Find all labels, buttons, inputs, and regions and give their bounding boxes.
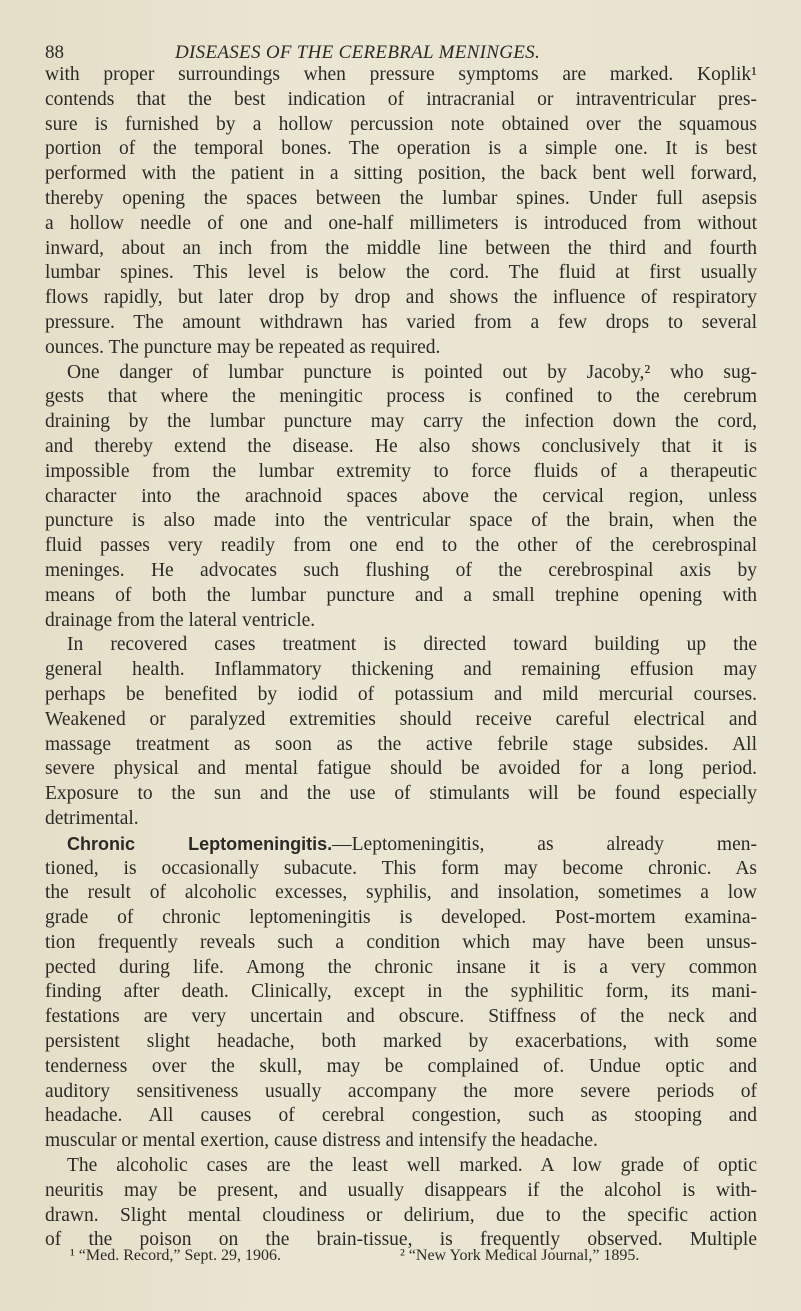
text-line: [45, 1129, 757, 1154]
line-text: flows rapidly, but later drop by drop and shows the influence of respiratory: [45, 287, 757, 309]
text-line: [45, 757, 757, 782]
text-line: [45, 857, 757, 882]
line-text: pected during life. Among the chronic insane it is a very common: [45, 956, 757, 978]
page-number: 88: [45, 42, 64, 63]
line-text: One danger of lumbar puncture is pointed out by Jacoby,² who sug-: [67, 361, 757, 383]
line-text: sure is furnished by a hollow percussion note obtained over the squamous: [45, 113, 757, 135]
running-title: DISEASES OF THE CEREBRAL MENINGES.: [175, 42, 541, 63]
text-line: [45, 410, 757, 435]
line-text: tenderness over the skull, may be complained of. Undue optic and: [45, 1055, 757, 1077]
text-line: [45, 385, 757, 410]
line-text: massage treatment as soon as the active febrile stage subsides. All: [45, 733, 757, 755]
text-line: [45, 1080, 757, 1105]
line-text: drawn. Slight mental cloudiness or delirium, due to the specific action: [45, 1204, 757, 1226]
text-line: [45, 1204, 757, 1229]
line-text: portion of the temporal bones. The operation is a simple one. It is best: [45, 138, 757, 160]
line-text: character into the arachnoid spaces above the cervical region, unless: [45, 485, 757, 507]
text-line: [45, 361, 757, 386]
text-line: [45, 261, 757, 286]
text-line: [45, 633, 757, 658]
line-text: headache. All causes of cerebral congestion, such as stooping and: [45, 1105, 757, 1127]
text-line: [45, 162, 757, 187]
line-text: contends that the best indication of intracranial or intraventricular pres-: [45, 88, 757, 110]
text-line: [45, 658, 757, 683]
line-text: general health. Inflammatory thickening and remaining effusion may: [45, 659, 757, 681]
text-line: [45, 237, 757, 262]
line-text: impossible from the lumbar extremity to force fluids of a therapeutic: [45, 460, 757, 482]
text-line: [45, 931, 757, 956]
text-line: [45, 1030, 757, 1055]
text-line: [45, 980, 757, 1005]
line-text: detrimental.: [45, 807, 139, 829]
text-line: [45, 485, 757, 510]
line-text: —Leptomeningitis, as already men-: [332, 833, 757, 855]
line-text: of the poison on the brain-tissue, is frequently observed. Multiple: [45, 1229, 757, 1251]
line-text: tion frequently reveals such a condition which may have been unsus-: [45, 931, 757, 953]
line-text: The alcoholic cases are the least well marked. A low grade of optic: [67, 1155, 757, 1177]
text-line: [45, 336, 757, 361]
line-text: gests that where the meningitic process is confined to the cerebrum: [45, 386, 757, 408]
line-text: puncture is also made into the ventricular space of the brain, when the: [45, 510, 757, 532]
text-line: [45, 584, 757, 609]
text-line: [45, 1005, 757, 1030]
line-text: pressure. The amount withdrawn has varied from a few drops to several: [45, 311, 757, 333]
line-text: inward, about an inch from the middle line between the third and fourth: [45, 237, 757, 259]
section-heading-line: [45, 832, 757, 858]
line-text: performed with the patient in a sitting position, the back bent well forward,: [45, 163, 757, 185]
line-text: festations are very uncertain and obscure. Stiffness of the neck and: [45, 1006, 757, 1028]
line-text: meninges. He advocates such flushing of the cerebrospinal axis by: [45, 559, 757, 581]
text-line: [45, 286, 757, 311]
section-heading: Chronic Leptomeningitis.: [67, 833, 333, 854]
line-text: grade of chronic leptomeningitis is developed. Post-mortem examina-: [45, 907, 757, 929]
text-line: [45, 137, 757, 162]
line-text: lumbar spines. This level is below the cord. The fluid at first usually: [45, 262, 757, 284]
line-text: drainage from the lateral ventricle.: [45, 609, 316, 631]
line-text: neuritis may be present, and usually disappears if the alcohol is with-: [45, 1179, 757, 1201]
text-line: [45, 881, 757, 906]
body-text: [45, 63, 757, 1253]
text-line: [45, 212, 757, 237]
text-line: [45, 534, 757, 559]
text-line: [45, 832, 757, 857]
text-line: [45, 1179, 757, 1204]
footnote-1: ¹ “Med. Record,” Sept. 29, 1906.: [70, 1247, 281, 1264]
line-text: perhaps be benefited by iodid of potassium and mild mercurial courses.: [45, 683, 757, 705]
text-line: [45, 733, 757, 758]
text-line: [45, 509, 757, 534]
line-text: Exposure to the sun and the use of stimulants will be found especially: [45, 783, 757, 805]
text-line: [45, 609, 757, 634]
line-text: with proper surroundings when pressure symptoms are marked. Koplik¹: [45, 64, 757, 85]
line-text: tioned, is occasionally subacute. This form may become chronic. As: [45, 857, 757, 879]
line-text: Weakened or paralyzed extremities should receive careful electrical and: [45, 708, 757, 730]
text-line: [45, 88, 757, 113]
line-text: severe physical and mental fatigue should be avoided for a long period.: [45, 758, 757, 780]
line-text: a hollow needle of one and one-half millimeters is introduced from without: [45, 212, 757, 234]
line-text: means of both the lumbar puncture and a small trephine opening with: [45, 584, 757, 606]
text-line: [45, 311, 757, 336]
text-line: [45, 782, 757, 807]
line-text: muscular or mental exertion, cause distress and intensify the headache.: [45, 1130, 598, 1152]
footnote-2: ² “New York Medical Journal,” 1895.: [400, 1247, 640, 1264]
line-text: the result of alcoholic excesses, syphilis, and insolation, sometimes a low: [45, 882, 757, 904]
line-text: finding after death. Clinically, except in the syphilitic form, its mani-: [45, 981, 757, 1003]
text-line: [45, 683, 757, 708]
line-text: In recovered cases treatment is directed toward building up the: [67, 634, 757, 656]
line-text: ounces. The puncture may be repeated as required.: [45, 336, 441, 358]
line-text: draining by the lumbar puncture may carry the infection down the cord,: [45, 411, 757, 433]
text-line: [45, 906, 757, 931]
text-line: [45, 435, 757, 460]
line-text: persistent slight headache, both marked by exacerbations, with some: [45, 1031, 757, 1053]
text-line: [45, 187, 757, 212]
text-line: [45, 1154, 757, 1179]
text-line: [45, 807, 757, 832]
text-line: [45, 1104, 757, 1129]
line-text: and thereby extend the disease. He also shows conclusively that it is: [45, 435, 757, 457]
text-line: [45, 460, 757, 485]
text-line: [45, 63, 757, 88]
text-line: [45, 708, 757, 733]
text-line: [45, 1055, 757, 1080]
text-line: [45, 956, 757, 981]
line-text: thereby opening the spaces between the lumbar spines. Under full asepsis: [45, 187, 757, 209]
text-line: [45, 559, 757, 584]
line-text: auditory sensitiveness usually accompany the more severe periods of: [45, 1080, 757, 1102]
line-text: fluid passes very readily from one end to the other of the cerebrospinal: [45, 535, 757, 557]
text-line: [45, 113, 757, 138]
